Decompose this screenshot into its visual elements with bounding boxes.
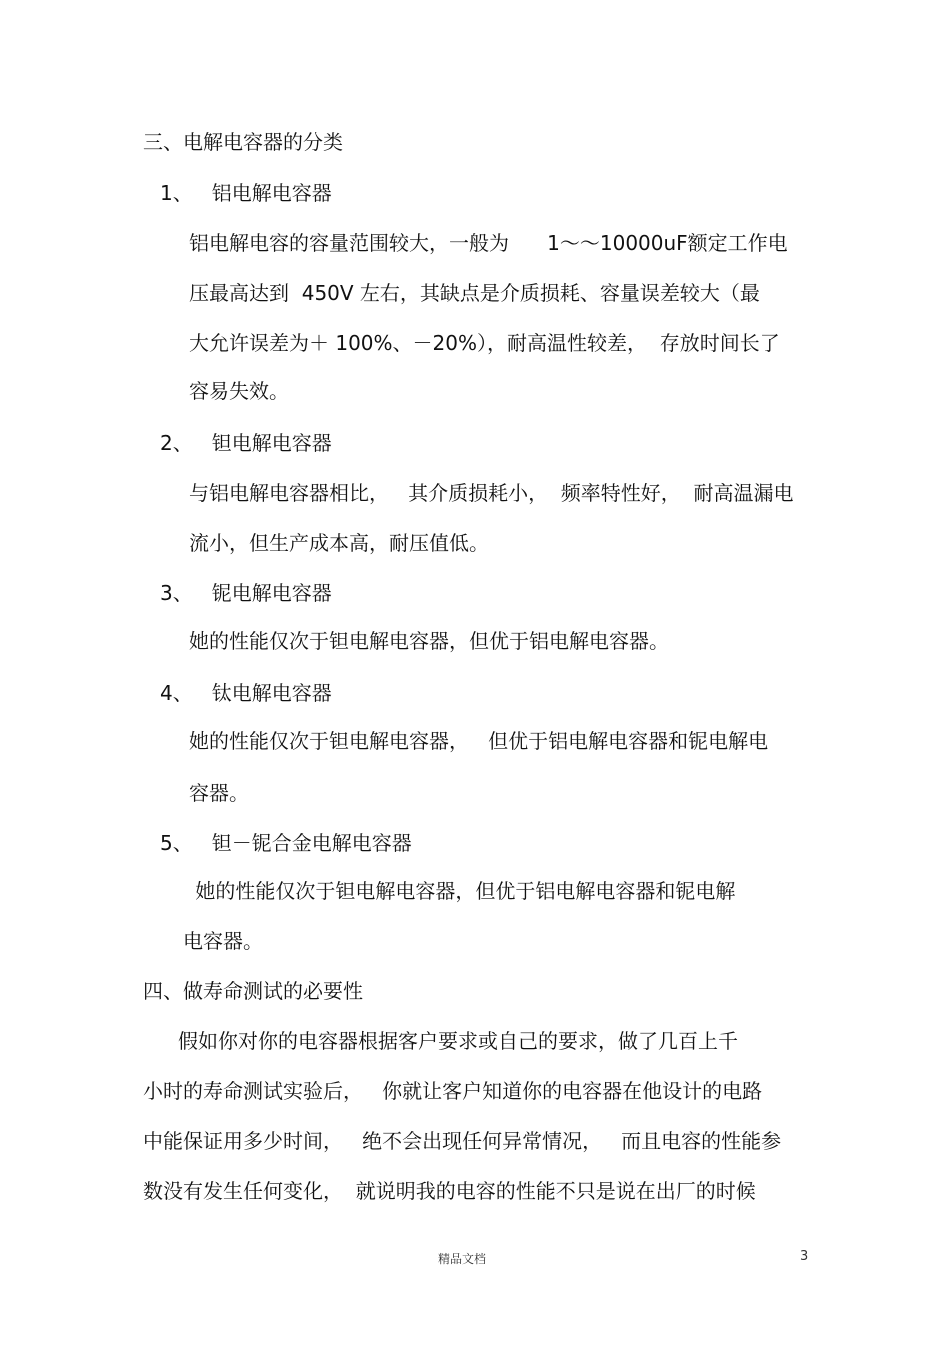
subheading-tantalum-niobium: 5、 钽－铌合金电解电容器: [160, 831, 412, 855]
paragraph-line: 与铝电解电容器相比， 其介质损耗小， 频率特性好， 耐高温漏电: [189, 481, 794, 505]
subheading-titanium: 4、 钛电解电容器: [160, 681, 332, 705]
paragraph-line: 她的性能仅次于钽电解电容器，但优于铝电解电容器和铌电解: [189, 879, 736, 903]
paragraph-line: 中能保证用多少时间， 绝不会出现任何异常情况， 而且电容的性能参: [143, 1129, 782, 1153]
paragraph-line: 假如你对你的电容器根据客户要求或自己的要求，做了几百上千: [178, 1029, 738, 1053]
paragraph-line: 她的性能仅次于钽电解电容器，但优于铝电解电容器。: [189, 629, 669, 653]
paragraph-line: 容器。: [189, 781, 249, 805]
paragraph-line: 流小，但生产成本高，耐压值低。: [189, 531, 489, 555]
paragraph-line: 大允许误差为＋ 100%、－20%），耐高温性较差， 存放时间长了: [189, 331, 780, 355]
paragraph-line: 压最高达到 450V 左右，其缺点是介质损耗、容量误差较大（最: [189, 281, 760, 305]
paragraph-line: 铝电解电容的容量范围较大，一般为 1～～10000uF额定工作电: [189, 231, 788, 255]
paragraph-line: 电容器。: [183, 929, 263, 953]
section-heading-4: 四、做寿命测试的必要性: [143, 979, 363, 1003]
paragraph-line: 容易失效。: [189, 379, 289, 403]
paragraph-line: 数没有发生任何变化， 就说明我的电容的性能不只是说在出厂的时候: [143, 1179, 756, 1203]
subheading-aluminum: 1、 铝电解电容器: [160, 181, 332, 205]
subheading-tantalum: 2、 钽电解电容器: [160, 431, 332, 455]
section-heading-3: 三、电解电容器的分类: [143, 130, 343, 154]
footer-label: 精品文档: [438, 1252, 487, 1266]
paragraph-line: 她的性能仅次于钽电解电容器， 但优于铝电解电容器和铌电解电: [189, 729, 769, 753]
paragraph-line: 小时的寿命测试实验后， 你就让客户知道你的电容器在他设计的电路: [143, 1079, 763, 1103]
subheading-niobium: 3、 铌电解电容器: [160, 581, 332, 605]
page-number: 3: [800, 1249, 809, 1264]
